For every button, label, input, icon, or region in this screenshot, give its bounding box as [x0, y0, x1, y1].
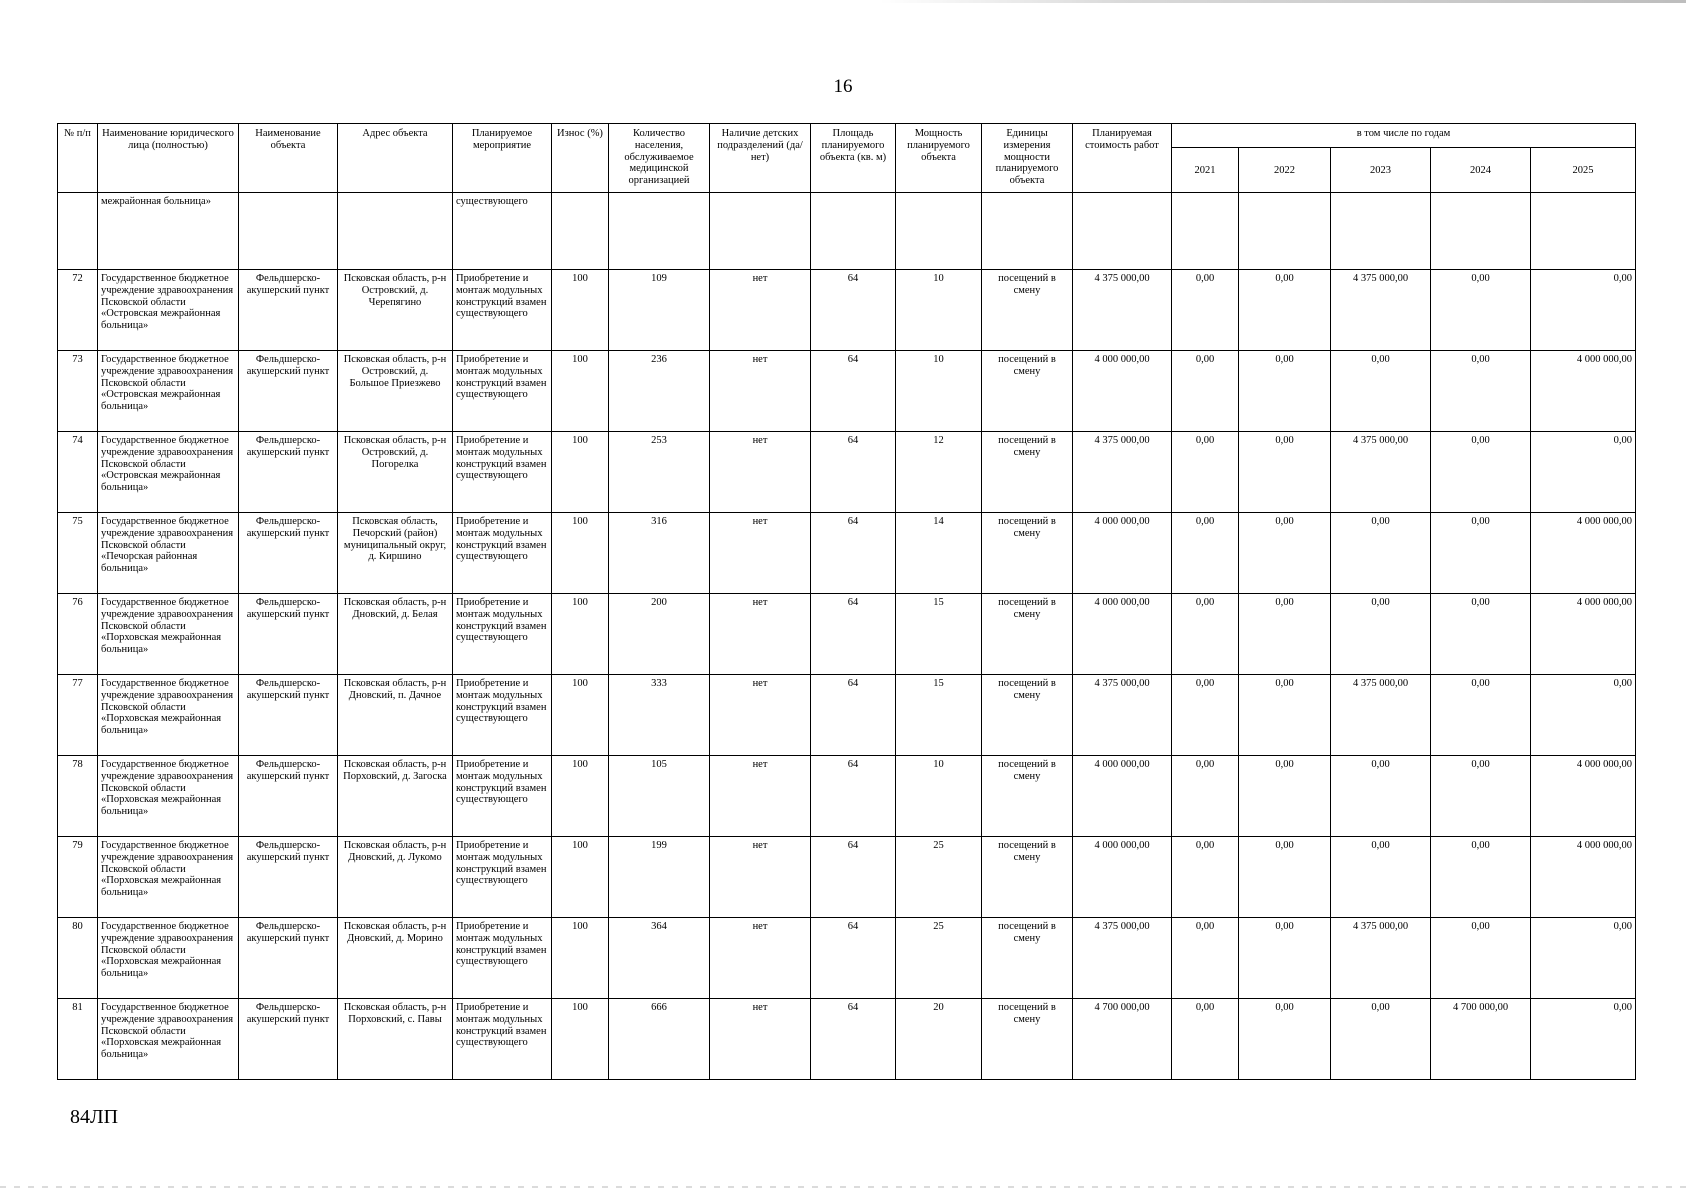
cell-capacity: 15	[896, 675, 982, 756]
cell-year-2021: 0,00	[1172, 756, 1239, 837]
cell-children-units: нет	[710, 918, 811, 999]
header-num: № п/п	[58, 124, 98, 193]
cell-planned-action: Приобретение и монтаж модульных конструкций взамен существующего	[453, 837, 552, 918]
cell-year-2025: 4 000 000,00	[1531, 756, 1636, 837]
cell-num: 76	[58, 594, 98, 675]
cell-planned-action: Приобретение и монтаж модульных конструкций взамен существующего	[453, 432, 552, 513]
cell-capacity-units: посещений в смену	[982, 270, 1073, 351]
header-capacity: Мощность планируемого объекта	[896, 124, 982, 193]
header-by-years: в том числе по годам	[1172, 124, 1636, 148]
cell-children-units: нет	[710, 351, 811, 432]
cell-object-name: Фельдшерско-акушерский пункт	[239, 675, 338, 756]
cell-year-2023: 0,00	[1331, 837, 1431, 918]
cell-population: 199	[609, 837, 710, 918]
cell-year-2023: 0,00	[1331, 999, 1431, 1080]
cell-object-name: Фельдшерско-акушерский пункт	[239, 270, 338, 351]
cell-legal-name: межрайонная больница»	[98, 193, 239, 270]
cell-year-2022: 0,00	[1239, 837, 1331, 918]
cell-year-2022: 0,00	[1239, 756, 1331, 837]
cell-children-units: нет	[710, 837, 811, 918]
cell-area: 64	[811, 351, 896, 432]
cell-num: 75	[58, 513, 98, 594]
cell-object-name: Фельдшерско-акушерский пункт	[239, 756, 338, 837]
cell-cost: 4 375 000,00	[1073, 918, 1172, 999]
cell-year-2021: 0,00	[1172, 432, 1239, 513]
cell-capacity-units: посещений в смену	[982, 837, 1073, 918]
cell-address: Псковская область, р-н Островский, д. Погорелка	[338, 432, 453, 513]
cell-children-units: нет	[710, 675, 811, 756]
cell-capacity-units: посещений в смену	[982, 756, 1073, 837]
table-row	[58, 756, 1636, 837]
cell-area: 64	[811, 756, 896, 837]
header-address: Адрес объекта	[338, 124, 453, 193]
table-row	[58, 837, 1636, 918]
cell-year-2025: 4 000 000,00	[1531, 351, 1636, 432]
cell-address: Псковская область, р-н Дновский, д. Лукомо	[338, 837, 453, 918]
cell-year-2023: 0,00	[1331, 513, 1431, 594]
cell-area: 64	[811, 594, 896, 675]
cell-children-units: нет	[710, 999, 811, 1080]
table-row	[58, 432, 1636, 513]
cell-year-2022: 0,00	[1239, 351, 1331, 432]
cell-capacity: 25	[896, 918, 982, 999]
cell-year-2022: 0,00	[1239, 594, 1331, 675]
cell-capacity: 20	[896, 999, 982, 1080]
cell-year-2025: 4 000 000,00	[1531, 837, 1636, 918]
cell-cost: 4 700 000,00	[1073, 999, 1172, 1080]
cell-object-name: Фельдшерско-акушерский пункт	[239, 513, 338, 594]
cell-area: 64	[811, 999, 896, 1080]
header-object-name: Наименование объекта	[239, 124, 338, 193]
cell-capacity-units: посещений в смену	[982, 432, 1073, 513]
cell-object-name: Фельдшерско-акушерский пункт	[239, 594, 338, 675]
cell-area: 64	[811, 432, 896, 513]
table-header	[58, 124, 1636, 193]
cell-capacity: 12	[896, 432, 982, 513]
cell-planned-action: Приобретение и монтаж модульных конструкций взамен существующего	[453, 999, 552, 1080]
header-children-units: Наличие детских подразделений (да/нет)	[710, 124, 811, 193]
cell-children-units: нет	[710, 513, 811, 594]
header-year-2021: 2021	[1172, 148, 1239, 193]
cell-capacity: 25	[896, 837, 982, 918]
cell-legal-name: Государственное бюджетное учреждение здравоохранения Псковской области «Порховская межрайонная больница»	[98, 837, 239, 918]
cell-legal-name: Государственное бюджетное учреждение здравоохранения Псковской области «Порховская межрайонная больница»	[98, 675, 239, 756]
cell-planned-action: Приобретение и монтаж модульных конструкций взамен существующего	[453, 270, 552, 351]
cell-capacity-units: посещений в смену	[982, 351, 1073, 432]
cell-year-2021: 0,00	[1172, 837, 1239, 918]
cell-year-2024: 0,00	[1431, 756, 1531, 837]
scan-edge-top	[880, 0, 1686, 3]
facilities-table	[57, 123, 1636, 1080]
table-row	[58, 594, 1636, 675]
cell-year-2021: 0,00	[1172, 351, 1239, 432]
cell-year-2025: 4 000 000,00	[1531, 594, 1636, 675]
header-planned-action: Планируемое мероприятие	[453, 124, 552, 193]
table-body	[58, 193, 1636, 1080]
cell-legal-name: Государственное бюджетное учреждение здравоохранения Псковской области «Островская межрайонная больница»	[98, 351, 239, 432]
cell-wear: 100	[552, 432, 609, 513]
cell-year-2023: 0,00	[1331, 594, 1431, 675]
cell-children-units: нет	[710, 270, 811, 351]
cell-capacity-units: посещений в смену	[982, 594, 1073, 675]
cell-area: 64	[811, 837, 896, 918]
cell-legal-name: Государственное бюджетное учреждение здравоохранения Псковской области «Печорская районная больница»	[98, 513, 239, 594]
cell-year-2021: 0,00	[1172, 270, 1239, 351]
header-population: Количество населения, обслуживаемое медицинской организацией	[609, 124, 710, 193]
cell-num: 72	[58, 270, 98, 351]
cell-year-2022: 0,00	[1239, 918, 1331, 999]
header-year-2022: 2022	[1239, 148, 1331, 193]
cell-year-2022: 0,00	[1239, 270, 1331, 351]
cell-population: 316	[609, 513, 710, 594]
cell-legal-name: Государственное бюджетное учреждение здравоохранения Псковской области «Порховская межрайонная больница»	[98, 594, 239, 675]
cell-wear: 100	[552, 351, 609, 432]
cell-wear: 100	[552, 756, 609, 837]
cell-legal-name: Государственное бюджетное учреждение здравоохранения Псковской области «Островская межрайонная больница»	[98, 270, 239, 351]
table-row	[58, 270, 1636, 351]
cell-object-name: Фельдшерско-акушерский пункт	[239, 351, 338, 432]
header-year-2023: 2023	[1331, 148, 1431, 193]
cell-num: 79	[58, 837, 98, 918]
cell-wear: 100	[552, 513, 609, 594]
cell-year-2025: 0,00	[1531, 432, 1636, 513]
cell-year-2024: 0,00	[1431, 270, 1531, 351]
cell-year-2025: 0,00	[1531, 999, 1636, 1080]
cell-year-2024: 0,00	[1431, 351, 1531, 432]
cell-cost: 4 000 000,00	[1073, 756, 1172, 837]
cell-year-2021: 0,00	[1172, 999, 1239, 1080]
cell-object-name: Фельдшерско-акушерский пункт	[239, 432, 338, 513]
table-row	[58, 918, 1636, 999]
cell-capacity-units: посещений в смену	[982, 675, 1073, 756]
table-row	[58, 513, 1636, 594]
cell-capacity: 15	[896, 594, 982, 675]
cell-year-2025: 4 000 000,00	[1531, 513, 1636, 594]
cell-wear: 100	[552, 270, 609, 351]
cell-wear: 100	[552, 918, 609, 999]
cell-cost: 4 000 000,00	[1073, 594, 1172, 675]
header-area: Площадь планируемого объекта (кв. м)	[811, 124, 896, 193]
cell-address: Псковская область, р-н Дновский, д. Белая	[338, 594, 453, 675]
cell-num: 74	[58, 432, 98, 513]
cell-planned-action: существующего	[453, 193, 552, 270]
cell-legal-name: Государственное бюджетное учреждение здравоохранения Псковской области «Порховская межрайонная больница»	[98, 918, 239, 999]
cell-cost: 4 000 000,00	[1073, 837, 1172, 918]
cell-year-2023: 4 375 000,00	[1331, 675, 1431, 756]
page-number: 16	[833, 76, 853, 97]
header-year-2025: 2025	[1531, 148, 1636, 193]
header-legal-name: Наименование юридического лица (полностью)	[98, 124, 239, 193]
cell-planned-action: Приобретение и монтаж модульных конструкций взамен существующего	[453, 513, 552, 594]
cell-area: 64	[811, 675, 896, 756]
cell-population: 666	[609, 999, 710, 1080]
cell-population: 105	[609, 756, 710, 837]
cell-num: 77	[58, 675, 98, 756]
cell-address: Псковская область, р-н Дновский, д. Морино	[338, 918, 453, 999]
cell-children-units: нет	[710, 432, 811, 513]
cell-cost: 4 000 000,00	[1073, 513, 1172, 594]
cell-planned-action: Приобретение и монтаж модульных конструкций взамен существующего	[453, 594, 552, 675]
cell-population: 200	[609, 594, 710, 675]
cell-address: Псковская область, р-н Порховский, с. Павы	[338, 999, 453, 1080]
cell-capacity: 10	[896, 756, 982, 837]
cell-wear: 100	[552, 837, 609, 918]
cell-population: 236	[609, 351, 710, 432]
cell-capacity-units: посещений в смену	[982, 999, 1073, 1080]
header-wear: Износ (%)	[552, 124, 609, 193]
cell-area: 64	[811, 513, 896, 594]
cell-address: Псковская область, Печорский (район) муниципальный округ, д. Киршино	[338, 513, 453, 594]
cell-cost: 4 000 000,00	[1073, 351, 1172, 432]
cell-year-2022: 0,00	[1239, 675, 1331, 756]
cell-wear: 100	[552, 675, 609, 756]
cell-capacity: 10	[896, 351, 982, 432]
cell-year-2022: 0,00	[1239, 432, 1331, 513]
cell-year-2021: 0,00	[1172, 918, 1239, 999]
cell-num: 80	[58, 918, 98, 999]
cell-capacity: 14	[896, 513, 982, 594]
cell-planned-action: Приобретение и монтаж модульных конструкций взамен существующего	[453, 675, 552, 756]
table-row	[58, 675, 1636, 756]
cell-cost: 4 375 000,00	[1073, 432, 1172, 513]
cell-year-2025: 0,00	[1531, 270, 1636, 351]
cell-address: Псковская область, р-н Дновский, п. Дачное	[338, 675, 453, 756]
scan-edge-bottom	[0, 1186, 1686, 1188]
cell-year-2025: 0,00	[1531, 675, 1636, 756]
cell-year-2024: 0,00	[1431, 594, 1531, 675]
cell-year-2024: 0,00	[1431, 918, 1531, 999]
table-row	[58, 999, 1636, 1080]
cell-legal-name: Государственное бюджетное учреждение здравоохранения Псковской области «Порховская межрайонная больница»	[98, 756, 239, 837]
cell-year-2022: 0,00	[1239, 513, 1331, 594]
header-year-2024: 2024	[1431, 148, 1531, 193]
cell-cost: 4 375 000,00	[1073, 270, 1172, 351]
cell-wear: 100	[552, 594, 609, 675]
cell-year-2024: 0,00	[1431, 675, 1531, 756]
cell-population: 253	[609, 432, 710, 513]
cell-num: 78	[58, 756, 98, 837]
cell-year-2021: 0,00	[1172, 594, 1239, 675]
cell-object-name: Фельдшерско-акушерский пункт	[239, 918, 338, 999]
cell-year-2022: 0,00	[1239, 999, 1331, 1080]
cell-address: Псковская область, р-н Порховский, д. Загоска	[338, 756, 453, 837]
cell-year-2023: 4 375 000,00	[1331, 432, 1431, 513]
cell-year-2023: 0,00	[1331, 351, 1431, 432]
cell-year-2024: 0,00	[1431, 513, 1531, 594]
cell-capacity-units: посещений в смену	[982, 513, 1073, 594]
cell-year-2024: 0,00	[1431, 837, 1531, 918]
cell-year-2023: 4 375 000,00	[1331, 270, 1431, 351]
cell-legal-name: Государственное бюджетное учреждение здравоохранения Псковской области «Порховская межрайонная больница»	[98, 999, 239, 1080]
cell-area: 64	[811, 270, 896, 351]
cell-cost: 4 375 000,00	[1073, 675, 1172, 756]
table-row	[58, 351, 1636, 432]
cell-year-2021: 0,00	[1172, 513, 1239, 594]
cell-planned-action: Приобретение и монтаж модульных конструкций взамен существующего	[453, 918, 552, 999]
cell-population: 109	[609, 270, 710, 351]
cell-capacity-units: посещений в смену	[982, 918, 1073, 999]
cell-population: 364	[609, 918, 710, 999]
continuation-row	[58, 193, 1636, 270]
cell-num: 81	[58, 999, 98, 1080]
cell-children-units: нет	[710, 756, 811, 837]
cell-address: Псковская область, р-н Островский, д. Черепягино	[338, 270, 453, 351]
cell-capacity: 10	[896, 270, 982, 351]
cell-year-2024: 4 700 000,00	[1431, 999, 1531, 1080]
cell-year-2023: 4 375 000,00	[1331, 918, 1431, 999]
cell-legal-name: Государственное бюджетное учреждение здравоохранения Псковской области «Островская межрайонная больница»	[98, 432, 239, 513]
cell-planned-action: Приобретение и монтаж модульных конструкций взамен существующего	[453, 756, 552, 837]
cell-year-2025: 0,00	[1531, 918, 1636, 999]
header-capacity-units: Единицы измерения мощности планируемого объекта	[982, 124, 1073, 193]
cell-area: 64	[811, 918, 896, 999]
cell-year-2024: 0,00	[1431, 432, 1531, 513]
footer-code: 84ЛП	[70, 1106, 119, 1128]
cell-wear: 100	[552, 999, 609, 1080]
cell-object-name: Фельдшерско-акушерский пункт	[239, 999, 338, 1080]
cell-year-2023: 0,00	[1331, 756, 1431, 837]
cell-planned-action: Приобретение и монтаж модульных конструкций взамен существующего	[453, 351, 552, 432]
cell-children-units: нет	[710, 594, 811, 675]
header-cost: Планируемая стоимость работ	[1073, 124, 1172, 193]
cell-num: 73	[58, 351, 98, 432]
cell-year-2021: 0,00	[1172, 675, 1239, 756]
cell-address: Псковская область, р-н Островский, д. Большое Приезжево	[338, 351, 453, 432]
cell-population: 333	[609, 675, 710, 756]
cell-object-name: Фельдшерско-акушерский пункт	[239, 837, 338, 918]
